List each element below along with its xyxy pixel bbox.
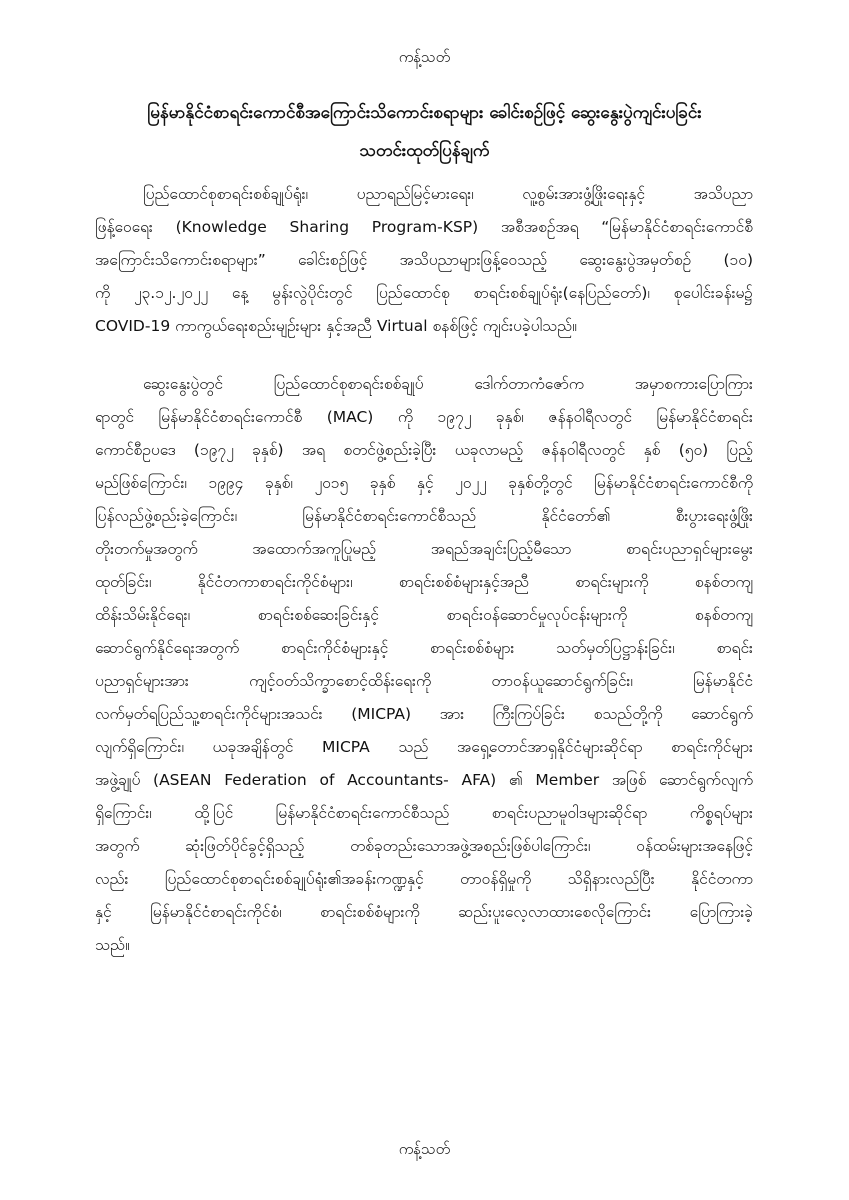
paragraph-line: နှင့် မြန်မာနိုင်ငံစာရင်းကိုင်စံ၊ စာရင်းစစ်စံများကို ဆည်းပူးလေ့လာထားစေလိုကြောင်း ပြောကြားခဲ့ (95, 903, 753, 921)
paragraph-line: ကို ၂၃.၁၂.၂၀၂၂ နေ့ မွန်းလွဲပိုင်းတွင် ပြည်ထောင်စု စာရင်းစစ်ချုပ်ရုံး(နေပြည်တော်)၊ စုပေါင်းခန်းမ၌ (95, 284, 753, 302)
paragraph-line: အကြောင်းသိကောင်းစရာများ” ခေါင်းစဉ်ဖြင့် အသိပညာများဖြန့်ဝေသည့် ဆွေးနွေးပွဲအမှတ်စဉ် (၁၀) (95, 251, 753, 269)
paragraph-line: မည်ဖြစ်ကြောင်း၊ ၁၉၉၄ ခုနှစ်၊ ၂၀၁၅ ခုနှစ် နှင့် ၂၀၂၂ ခုနှစ်တို့တွင် မြန်မာနိုင်ငံစာရင်းကောင်စီကို (95, 474, 753, 492)
paragraph-line: ဆွေးနွေးပွဲတွင် ပြည်ထောင်စုစာရင်းစစ်ချုပ် ဒေါက်တာကံဇော်က အမှာစကားပြောကြား (143, 375, 753, 393)
paragraph-line: အတွက် ဆုံးဖြတ်ပိုင်ခွင့်ရှိသည့် တစ်ခုတည်းသောအဖွဲ့အစည်းဖြစ်ပါကြောင်း၊ ဝန်ထမ်းများအနေဖြင့် (95, 837, 753, 855)
paragraph-line: လည်း ပြည်ထောင်စုစာရင်းစစ်ချုပ်ရုံး၏အခန်းကဏ္ဍနှင့် တာဝန်ရှိမှုကို သိရှိနားလည်ပြီး နိုင်ငံတကာ (95, 870, 753, 888)
paragraph-line: တိုးတက်မှုအတွက် အထောက်အကူပြုမည့် အရည်အချင်းပြည့်မီသော စာရင်းပညာရှင်များမွေး (95, 540, 753, 558)
paragraph-line: ထုတ်ခြင်း၊ နိုင်ငံတကာစာရင်းကိုင်စံများ၊ စာရင်းစစ်စံများနှင့်အညီ စာရင်းများကို စနစ်တကျ (95, 573, 753, 591)
paragraph-line: ဖြန့်ဝေရေး (Knowledge Sharing Program-KSP) အစီအစဉ်အရ “မြန်မာနိုင်ငံစာရင်းကောင်စီ (95, 218, 753, 236)
paragraph-2 (95, 368, 753, 962)
paragraph-line: ရာတွင် မြန်မာနိုင်ငံစာရင်းကောင်စီ (MAC) ကို ၁၉၇၂ ခုနှစ်၊ ဇန်နဝါရီလတွင် မြန်မာနိုင်ငံစာရင်း (95, 408, 753, 426)
paragraph-line: အဖွဲ့ချုပ် (ASEAN Federation of Accountants- AFA) ၏ Member အဖြစ် ဆောင်ရွက်လျက် (95, 771, 753, 789)
paragraph-line: လျက်ရှိကြောင်း၊ ယခုအချိန်တွင် MICPA သည် အရှေ့တောင်အာရှနိုင်ငံများဆိုင်ရာ စာရင်းကိုင်များ (95, 738, 753, 756)
paragraph-line: ရှိကြောင်း၊ ထို့ပြင် မြန်မာနိုင်ငံစာရင်းကောင်စီသည် စာရင်းပညာမူဝါဒများဆိုင်ရာ ကိစ္စရပ်များ (95, 804, 753, 822)
paragraph-line: ထိန်းသိမ်းနိုင်ရေး၊ စာရင်းစစ်ဆေးခြင်းနှင့် စာရင်းဝန်ဆောင်မှုလုပ်ငန်းများကို စနစ်တကျ (95, 606, 753, 624)
paragraph-line: ကောင်စီဥပဒေ (၁၉၇၂ ခုနှစ်) အရ စတင်ဖွဲ့စည်းခဲ့ပြီး ယခုလာမည့် ဇန်နဝါရီလတွင် နှစ် (၅၀) ပြည့် (95, 441, 753, 459)
paragraph-line: လက်မှတ်ရပြည်သူ့စာရင်းကိုင်များအသင်း (MICPA) အား ကြီးကြပ်ခြင်း စသည်တို့ကို ဆောင်ရွက် (95, 705, 753, 723)
paragraph-line: ပြန်လည်ဖွဲ့စည်းခဲ့ကြောင်း၊ မြန်မာနိုင်ငံစာရင်းကောင်စီသည် နိုင်ငံတော်၏ စီးပွားရေးဖွံ့ဖြိုး (95, 507, 753, 525)
title-line-1: မြန်မာနိုင်ငံစာရင်းကောင်စီအကြောင်းသိကောင်းစရာများ ခေါင်းစဉ်ဖြင့် ဆွေးနွေးပွဲကျင်းပခြင်း (147, 103, 702, 123)
title-line-2: သတင်းထုတ်ပြန်ချက် (359, 141, 490, 161)
paragraph-line: ပညာရှင်များအား ကျင့်ဝတ်သိက္ခာစောင့်ထိန်းရေးကို တာဝန်ယူဆောင်ရွက်ခြင်း၊ မြန်မာနိုင်ငံ (95, 672, 753, 690)
document-title (95, 94, 754, 170)
paragraph-line: ဆောင်ရွက်နိုင်ရေးအတွက် စာရင်းကိုင်စံများနှင့် စာရင်းစစ်စံများ သတ်မှတ်ပြဋ္ဌာန်းခြင်း၊ စာရင်း (95, 639, 753, 657)
paragraph-line: ပြည်ထောင်စုစာရင်းစစ်ချုပ်ရုံး၊ ပညာရည်မြင့်မားရေး၊ လူ့စွမ်းအားဖွံ့ဖြိုးရေးနှင့် အသိပညာ (143, 185, 753, 203)
header-classification-label: ကန့်သတ် (398, 48, 451, 66)
paragraph-1 (95, 178, 753, 343)
paragraph-line: COVID-19 ကာကွယ်ရေးစည်းမျဉ်းများ နှင့်အညီ Virtual စနစ်ဖြင့် ကျင်းပခဲ့ပါသည်။ (95, 317, 577, 335)
footer-classification-label: ကန့်သတ် (398, 1140, 451, 1158)
paragraph-line: သည်။ (95, 936, 130, 954)
